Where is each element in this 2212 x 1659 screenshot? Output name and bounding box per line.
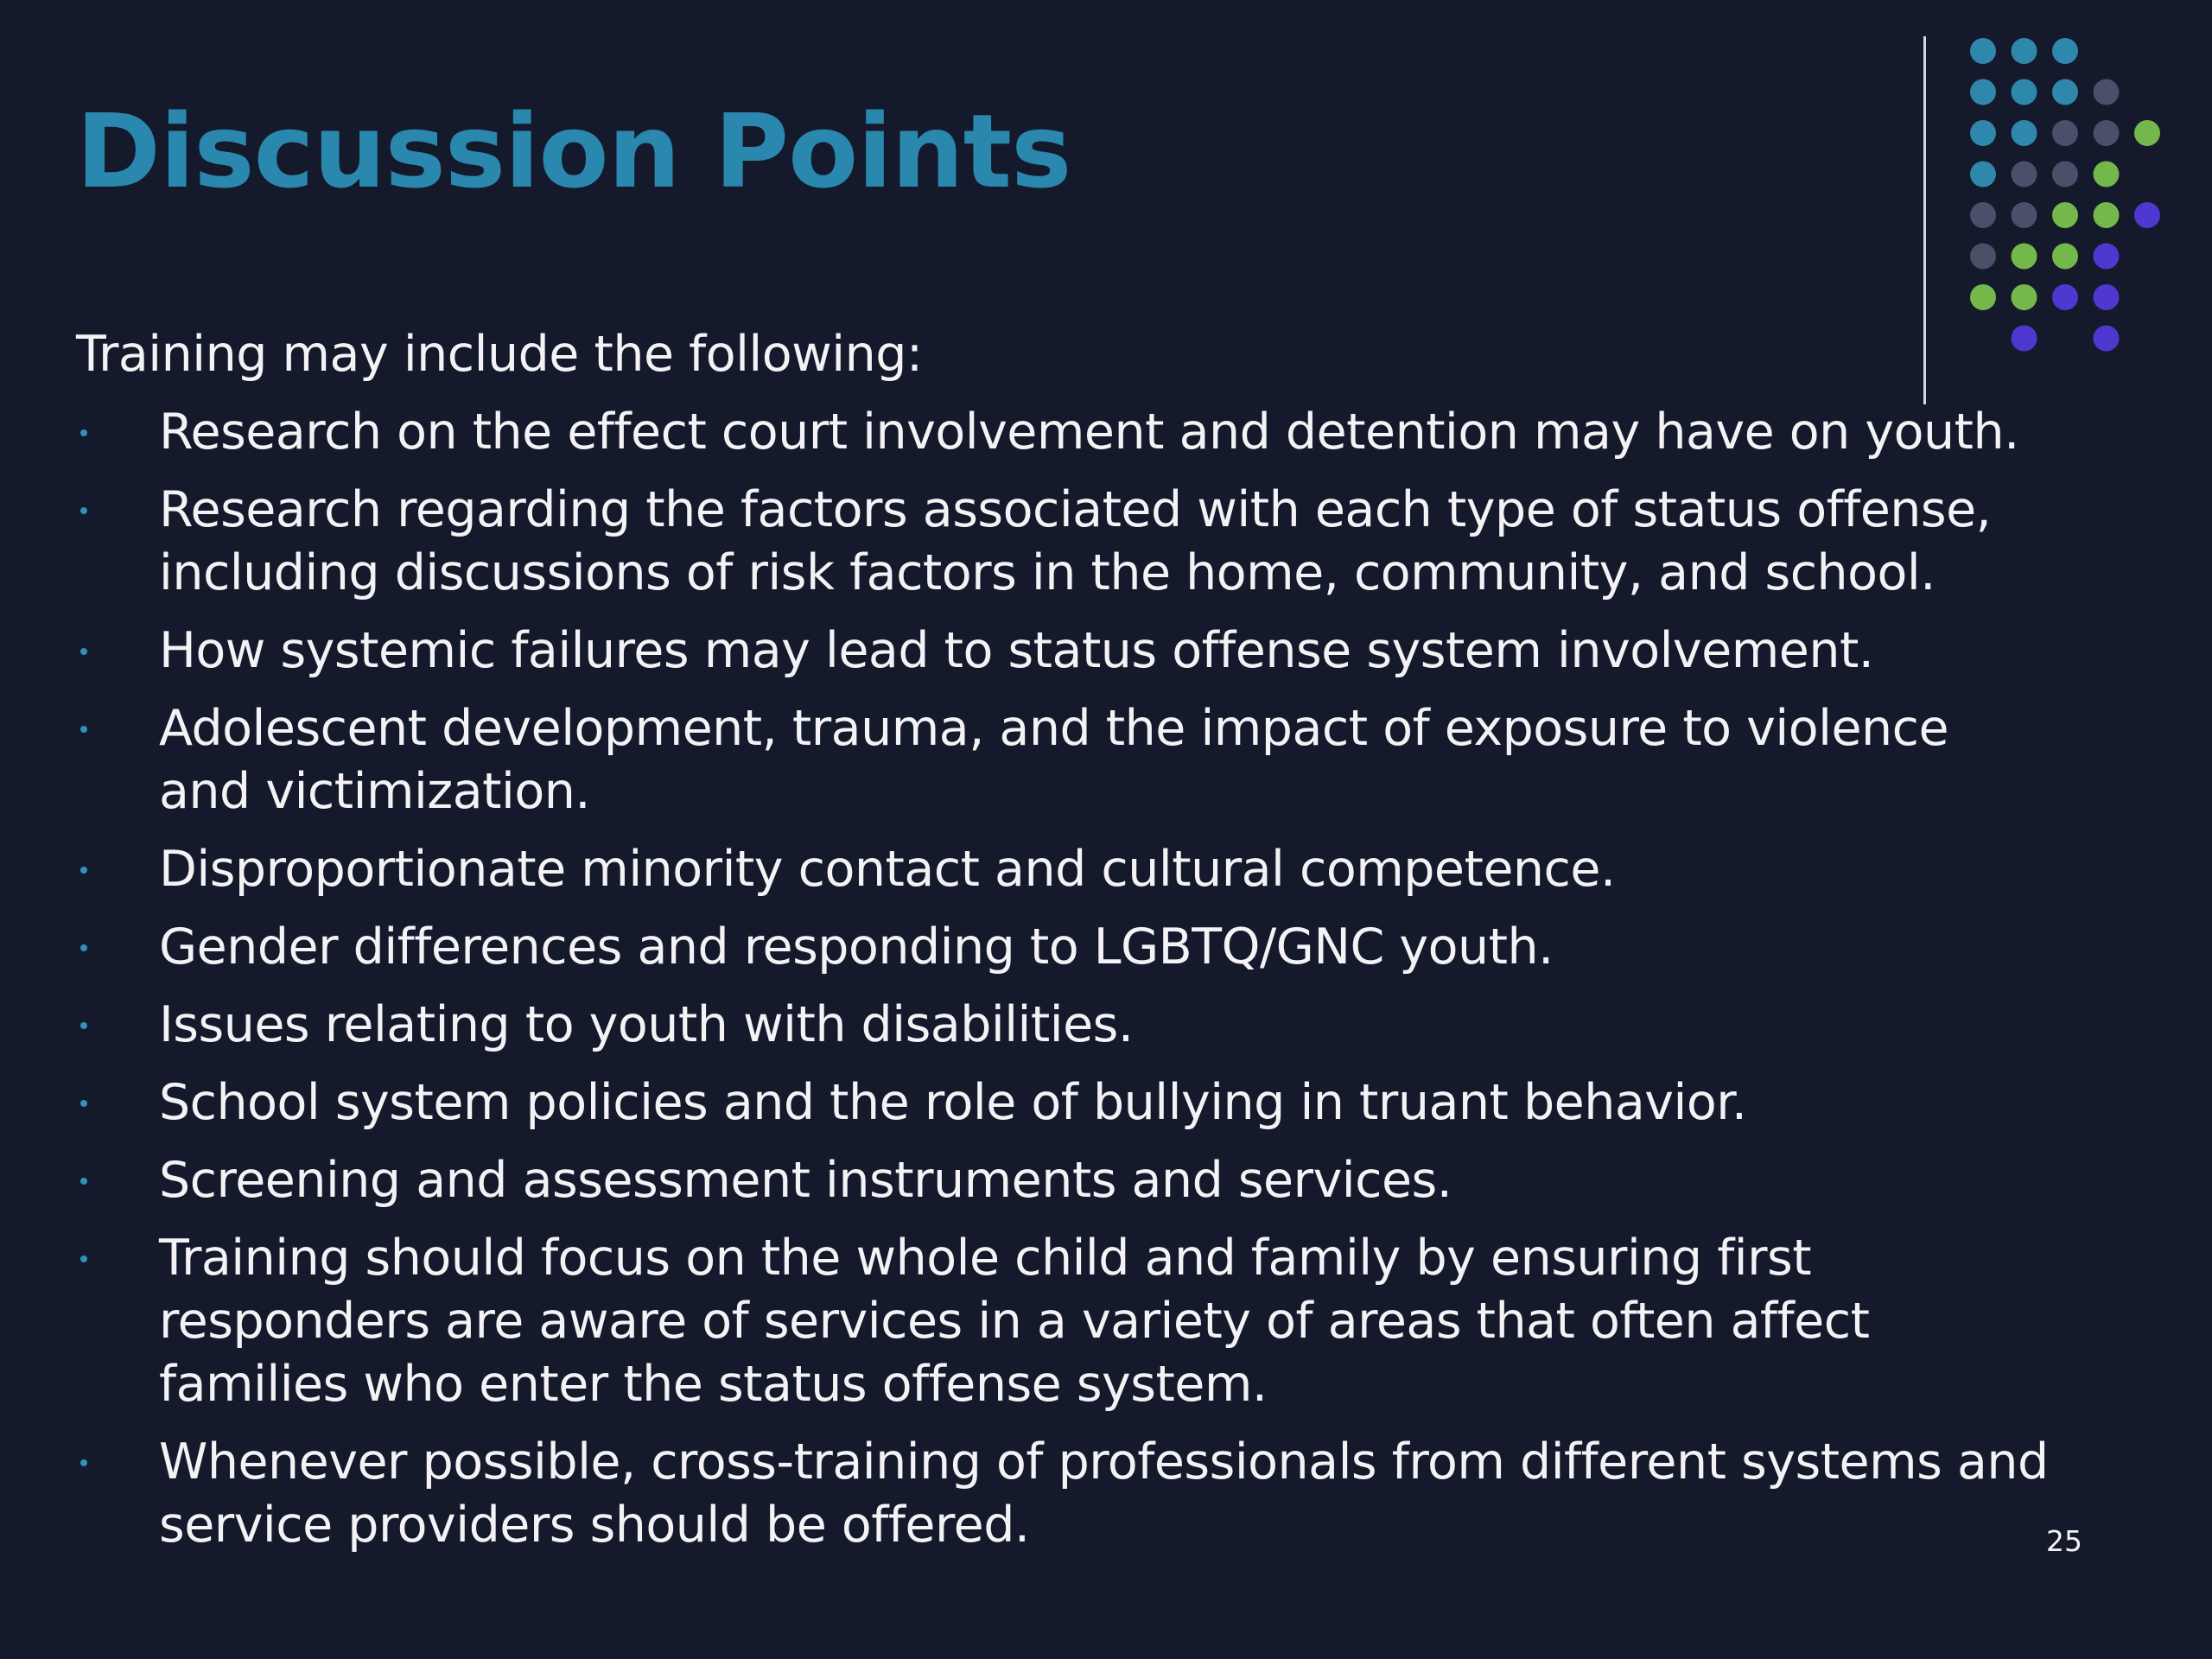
bullet-marker-icon (80, 726, 87, 733)
bullet-text: including discussions of risk factors in the home, community, and school. (159, 544, 1936, 601)
decoration-dot (2094, 79, 2120, 105)
decoration-dot (2052, 202, 2078, 228)
decoration-dot (2094, 202, 2120, 228)
decoration-dot (2012, 162, 2037, 188)
bullet-text: School system policies and the role of bullying in truant behavior. (159, 1074, 1747, 1131)
decoration-dot (1970, 244, 1996, 270)
decoration-dot (2012, 244, 2037, 270)
decoration-dot (2052, 79, 2078, 105)
bullet-text: Adolescent development, trauma, and the impact of exposure to violence (159, 700, 1949, 757)
slide-content (76, 323, 2150, 1557)
bullet-marker-icon (80, 1022, 87, 1029)
bullet-item (76, 1149, 2150, 1212)
bullet-text: and victimization. (159, 763, 590, 820)
bullet-marker-icon (80, 1178, 87, 1185)
bullet-text: Training should focus on the whole child and family by ensuring first (159, 1230, 1812, 1287)
decoration-dot (1970, 162, 1996, 188)
decoration-dot (2094, 120, 2120, 146)
decoration-dot (1970, 120, 1996, 146)
bullet-text: Research on the effect court involvement and detention may have on youth. (159, 404, 2019, 461)
decoration-dot (2052, 120, 2078, 146)
bullet-text: Gender differences and responding to LGBTQ/GNC youth. (159, 918, 1554, 976)
bullet-text: Screening and assessment instruments and services. (159, 1152, 1452, 1209)
bullet-marker-icon (80, 944, 87, 951)
bullet-item (76, 697, 2150, 823)
bullet-marker-icon (80, 648, 87, 655)
decoration-dot (2134, 202, 2160, 228)
slide-title: Discussion Points (76, 92, 1071, 211)
bullet-marker-icon (80, 867, 87, 874)
decoration-dot (2012, 202, 2037, 228)
bullet-marker-icon (80, 507, 87, 514)
decoration-dot (1970, 38, 1996, 64)
bullet-item (76, 1227, 2150, 1416)
bullet-item (76, 401, 2150, 464)
bullet-item (76, 916, 2150, 979)
bullet-text: service providers should be offered. (159, 1497, 1030, 1554)
decoration-dot (1970, 202, 1996, 228)
bullet-marker-icon (80, 1100, 87, 1107)
decoration-dot (2052, 162, 2078, 188)
bullet-text: responders are aware of services in a variety of areas that often affect (159, 1293, 1870, 1350)
bullet-list (76, 401, 2150, 1557)
bullet-text: Whenever possible, cross-training of professionals from different systems and (159, 1433, 2049, 1491)
decoration-dot (1970, 284, 1996, 310)
bullet-item (76, 994, 2150, 1057)
bullet-item (76, 1071, 2150, 1135)
bullet-text: Issues relating to youth with disabilities. (159, 996, 1134, 1053)
decoration-dot (2134, 120, 2160, 146)
bullet-text: families who enter the status offense system. (159, 1356, 1268, 1413)
page-number: 25 (2046, 1524, 2082, 1558)
decoration-dot (2012, 120, 2037, 146)
bullet-item (76, 620, 2150, 683)
decoration-dot (1970, 79, 1996, 105)
decoration-dot (2012, 284, 2037, 310)
decoration-dot (2012, 38, 2037, 64)
decoration-dot (2052, 284, 2078, 310)
decoration-dot (2052, 38, 2078, 64)
bullet-marker-icon (80, 429, 87, 436)
decoration-dot (2094, 244, 2120, 270)
bullet-item (76, 479, 2150, 605)
decoration-dot (2052, 244, 2078, 270)
bullet-item (76, 1431, 2150, 1557)
decoration-dot (2094, 162, 2120, 188)
bullet-marker-icon (80, 1459, 87, 1466)
bullet-text: Disproportionate minority contact and cultural competence. (159, 841, 1616, 898)
bullet-text: Research regarding the factors associated with each type of status offense, (159, 481, 1992, 538)
decoration-dot (2012, 79, 2037, 105)
bullet-text: How systemic failures may lead to status offense system involvement. (159, 622, 1874, 679)
bullet-item (76, 838, 2150, 901)
intro-text: Training may include the following: (76, 326, 923, 383)
bullet-marker-icon (80, 1255, 87, 1262)
decoration-dot (2094, 284, 2120, 310)
